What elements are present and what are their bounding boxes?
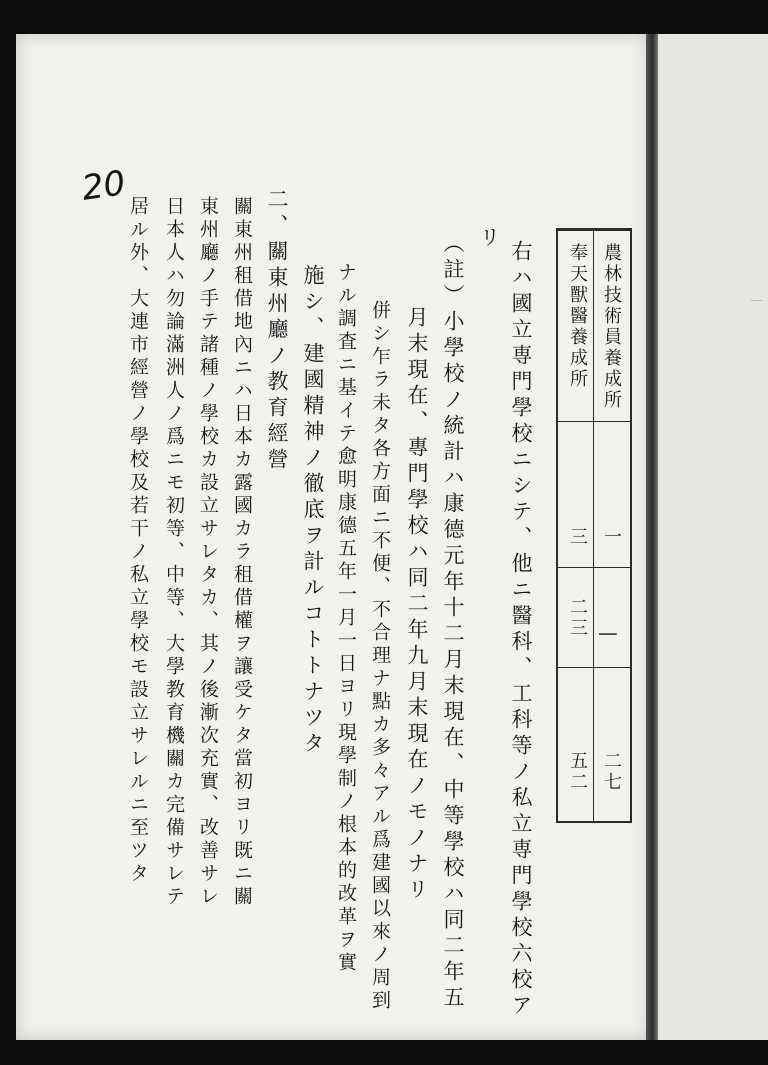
text-line: ナル調査ニ基イテ愈明康德五年一月一日ヨリ現學制ノ根本的改革ヲ實 bbox=[335, 262, 357, 975]
note-line: （註）小學校ノ統計ハ康德元年十二月末現在、中等學校ハ同二年五 bbox=[441, 232, 465, 1012]
note-line: 月末現在、專門學校ハ同二年九月末現在ノモノナリ bbox=[405, 306, 429, 904]
table-cell: 二七 bbox=[601, 751, 622, 793]
table-cell: 二三 bbox=[567, 597, 588, 639]
table-cell: 三 bbox=[567, 527, 588, 548]
statistics-table bbox=[556, 228, 632, 823]
text-line: 關東州租借地內ニハ日本カ露國カラ租借權ヲ讓受ケタ當初ヨリ既ニ關 bbox=[231, 196, 253, 909]
table-row-divider bbox=[558, 421, 630, 422]
text-line: 居ル外、大連市經營ノ學校及若干ノ私立學校モ設立サレルニ至ツタ bbox=[127, 196, 149, 886]
book-spine bbox=[646, 34, 658, 1040]
text-line: 日本人ハ勿論滿洲人ノ爲ニモ初等、中等、大學教育機關カ完備サレテ bbox=[163, 196, 185, 909]
handwritten-page-number: 20 bbox=[79, 163, 128, 209]
text-line: 右ハ國立専門學校ニシテ、他ニ醫科、工科等ノ私立専門學校六校ア bbox=[509, 240, 533, 1020]
section-heading: 二、關東州廳ノ教育經營 bbox=[265, 188, 289, 474]
table-column-divider bbox=[593, 231, 594, 821]
table-cell: 五二 bbox=[567, 751, 588, 793]
adjacent-page-edge bbox=[658, 34, 768, 1040]
table-row-name: 奉天獸醫養成所 bbox=[567, 243, 588, 390]
text-line: 施シ、建國精神ノ徹底ヲ計ルコトトナツタ bbox=[301, 264, 325, 758]
text-line: リ bbox=[477, 226, 501, 252]
table-row-divider bbox=[558, 567, 630, 568]
table-row-divider bbox=[558, 667, 630, 668]
table-row-name: 農林技術員養成所 bbox=[601, 243, 622, 411]
text-line: 東州廳ノ手テ諸種ノ學校カ設立サレタカ、其ノ後漸次充實、改善サレ bbox=[197, 196, 219, 909]
table-cell: | bbox=[598, 631, 619, 641]
table-cell: 一 bbox=[601, 527, 622, 548]
bleed-through-text: ｜ bbox=[749, 294, 763, 308]
text-line: 併シ乍ラ未タ各方面ニ不便、不合理ナ點カ多々アル爲建國以來ノ周到 bbox=[369, 300, 391, 1013]
